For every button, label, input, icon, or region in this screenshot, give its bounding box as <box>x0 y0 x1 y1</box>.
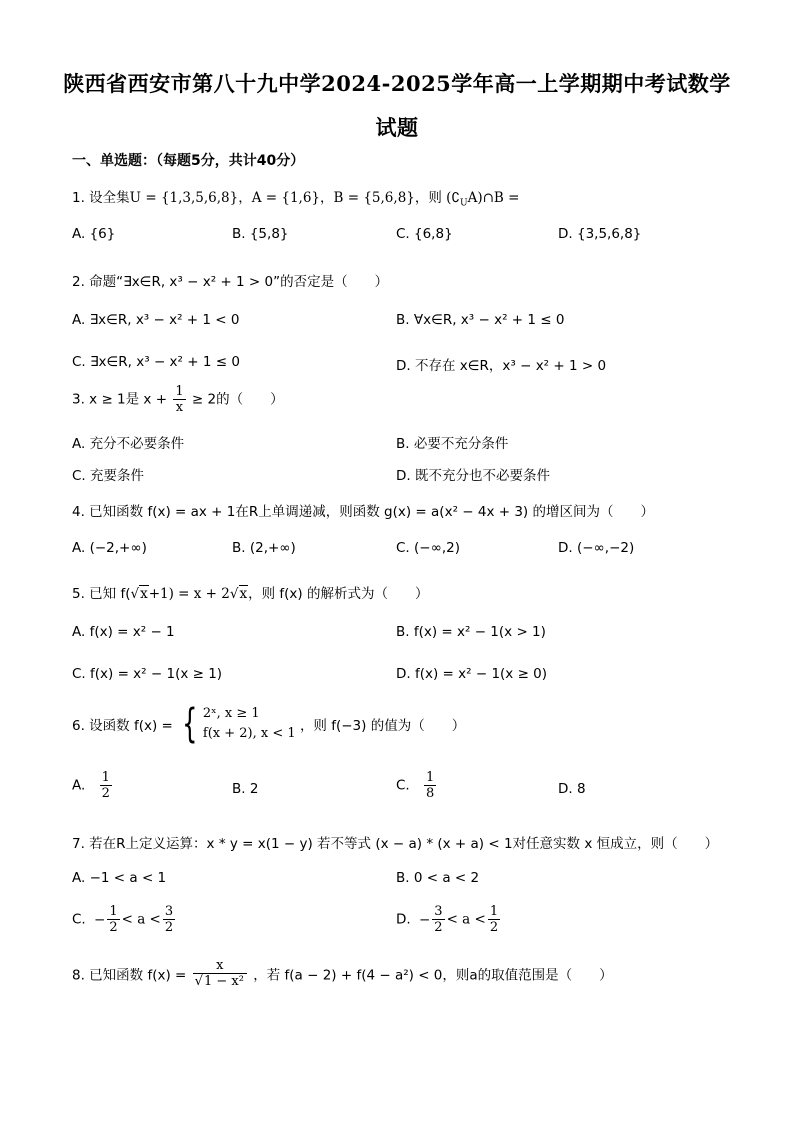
q5-option-d: D. f(x) = x² − 1(x ≥ 0) <box>396 666 548 682</box>
option-label: A. <box>72 777 86 794</box>
question-1-subscript: U <box>460 198 468 209</box>
question-8-fraction <box>193 958 247 989</box>
fraction-denominator: 2 <box>101 786 110 801</box>
piecewise-case-1: 2ˣ, x ≥ 1 <box>202 706 260 721</box>
q3-option-a: A. 充分不必要条件 <box>72 436 185 452</box>
q4-option-c: C. (−∞,2) <box>396 540 460 556</box>
q7-option-c <box>72 904 177 935</box>
q7-option-a: A. −1 < a < 1 <box>72 870 167 886</box>
question-3-pre: 3. x ≥ 1是 x + <box>72 391 168 408</box>
question-8-post: ，若 f(a − 2) + f(4 − a²) < 0，则a的取值范围是（ ） <box>253 967 613 984</box>
sqrt-symbol: √ <box>229 586 239 602</box>
question-3 <box>72 384 284 415</box>
option-fraction <box>432 904 444 935</box>
question-1-tail: A)∩B = <box>467 190 520 206</box>
fraction-numerator: 1 <box>109 904 118 919</box>
option-fraction <box>424 770 436 801</box>
q3-option-b: B. 必要不充分条件 <box>396 436 509 452</box>
exam-title: 陕西省西安市第八十九中学2024-2025学年高一上学期期中考试数学 <box>63 71 731 96</box>
fraction-denominator: 8 <box>426 786 435 801</box>
question-2: 2. 命题“∃x∈R, x³ − x² + 1 > 0”的否定是（ ） <box>72 274 389 290</box>
option-inequality: < a < <box>121 911 161 928</box>
option-fraction <box>488 904 500 935</box>
sqrt-symbol: √ <box>194 974 203 989</box>
option-fraction <box>100 770 112 801</box>
fraction-denominator <box>193 974 247 989</box>
q7-option-d <box>396 904 502 935</box>
question-8 <box>72 958 613 989</box>
question-5-post: ，则 f(x) 的解析式为（ ） <box>248 586 429 602</box>
exam-title-line2: 试题 <box>375 115 419 140</box>
question-3-post: ≥ 2的（ ） <box>191 391 284 408</box>
option-label: C. <box>396 777 410 794</box>
fraction-denominator: 2 <box>164 920 174 935</box>
q3-option-c: C. 充要条件 <box>72 468 145 484</box>
question-5-pre: 5. 已知 f( <box>72 586 131 602</box>
q6-option-b: B. 2 <box>232 781 259 797</box>
option-inequality: < a < <box>446 911 486 928</box>
question-4: 4. 已知函数 f(x) = ax + 1在R上单调递减，则函数 g(x) = a(x² − 4x + 3) 的增区间为（ ） <box>72 504 654 520</box>
question-1-math: U = {1,3,5,6,8}，A = {1,6}，B = {5,6,8}，则 (∁ <box>129 190 461 206</box>
question-8-pre: 8. 已知函数 f(x) = <box>72 967 187 984</box>
q6-option-d: D. 8 <box>558 781 586 797</box>
sqrt-symbol: √ <box>130 586 140 602</box>
question-6 <box>72 701 466 747</box>
fraction-denominator: 2 <box>434 920 443 935</box>
q2-option-d: D. 不存在 x∈R，x³ − x² + 1 > 0 <box>396 358 607 374</box>
q5-option-a: A. f(x) = x² − 1 <box>72 624 175 640</box>
q5-option-b: B. f(x) = x² − 1(x > 1) <box>396 624 546 640</box>
option-sign: − <box>418 911 431 928</box>
option-fraction <box>163 904 175 935</box>
q4-option-a: A. (−2,+∞) <box>72 540 147 556</box>
question-6-post: ，则 f(−3) 的值为（ ） <box>299 718 466 734</box>
question-1-prefix: 1. 设全集 <box>72 190 130 206</box>
piecewise-cases <box>203 704 296 744</box>
piecewise-case-2: f(x + 2), x < 1 <box>202 726 296 741</box>
option-label: C. <box>72 911 86 928</box>
fraction-numerator: 3 <box>164 904 174 919</box>
fraction-denominator: x <box>175 400 184 415</box>
fraction-numerator: 1 <box>426 770 435 785</box>
q1-option-a: A. {6} <box>72 226 116 242</box>
q6-option-a <box>72 770 114 801</box>
q6-option-c <box>396 770 438 801</box>
fraction-numerator: 1 <box>489 904 499 919</box>
option-sign: − <box>94 911 106 928</box>
q7-option-b: B. 0 < a < 2 <box>396 870 480 886</box>
q2-option-c: C. ∃x∈R, x³ − x² + 1 ≤ 0 <box>72 354 240 370</box>
fraction-numerator: x <box>193 958 247 974</box>
question-7: 7. 若在R上定义运算：x * y = x(1 − y) 若不等式 (x − a) * (x + a) < 1对任意实数 x 恒成立，则（ ） <box>72 836 719 852</box>
option-fraction <box>107 904 119 935</box>
q4-option-d: D. (−∞,−2) <box>558 540 635 556</box>
sqrt-content: x <box>140 586 148 602</box>
q2-option-b: B. ∀x∈R, x³ − x² + 1 ≤ 0 <box>396 312 565 328</box>
q3-option-d: D. 既不充分也不必要条件 <box>396 468 550 484</box>
fraction-denominator: 2 <box>489 920 499 935</box>
option-label: D. <box>396 911 411 928</box>
q4-option-b: B. (2,+∞) <box>232 540 296 556</box>
sqrt-content: 1 − x² <box>203 974 244 989</box>
fraction-numerator: 1 <box>101 770 110 785</box>
q2-option-a: A. ∃x∈R, x³ − x² + 1 < 0 <box>72 312 240 328</box>
q1-option-c: C. {6,8} <box>396 226 453 242</box>
q1-option-d: D. {3,5,6,8} <box>558 226 642 242</box>
question-1 <box>72 186 519 209</box>
section-heading: 一、单选题：（每题5分，共计40分） <box>72 153 305 169</box>
question-5-mid: +1) = x + 2 <box>148 586 230 602</box>
fraction-numerator: 3 <box>434 904 443 919</box>
q5-option-c: C. f(x) = x² − 1(x ≥ 1) <box>72 666 223 682</box>
question-6-pre: 6. 设函数 f(x) = <box>72 718 173 734</box>
q1-option-b: B. {5,8} <box>232 226 289 242</box>
question-3-fraction <box>173 384 185 415</box>
fraction-denominator: 2 <box>109 920 118 935</box>
question-5 <box>72 582 428 602</box>
sqrt-content: x <box>239 586 248 602</box>
piecewise-brace: { <box>182 701 198 747</box>
fraction-numerator: 1 <box>175 384 184 399</box>
